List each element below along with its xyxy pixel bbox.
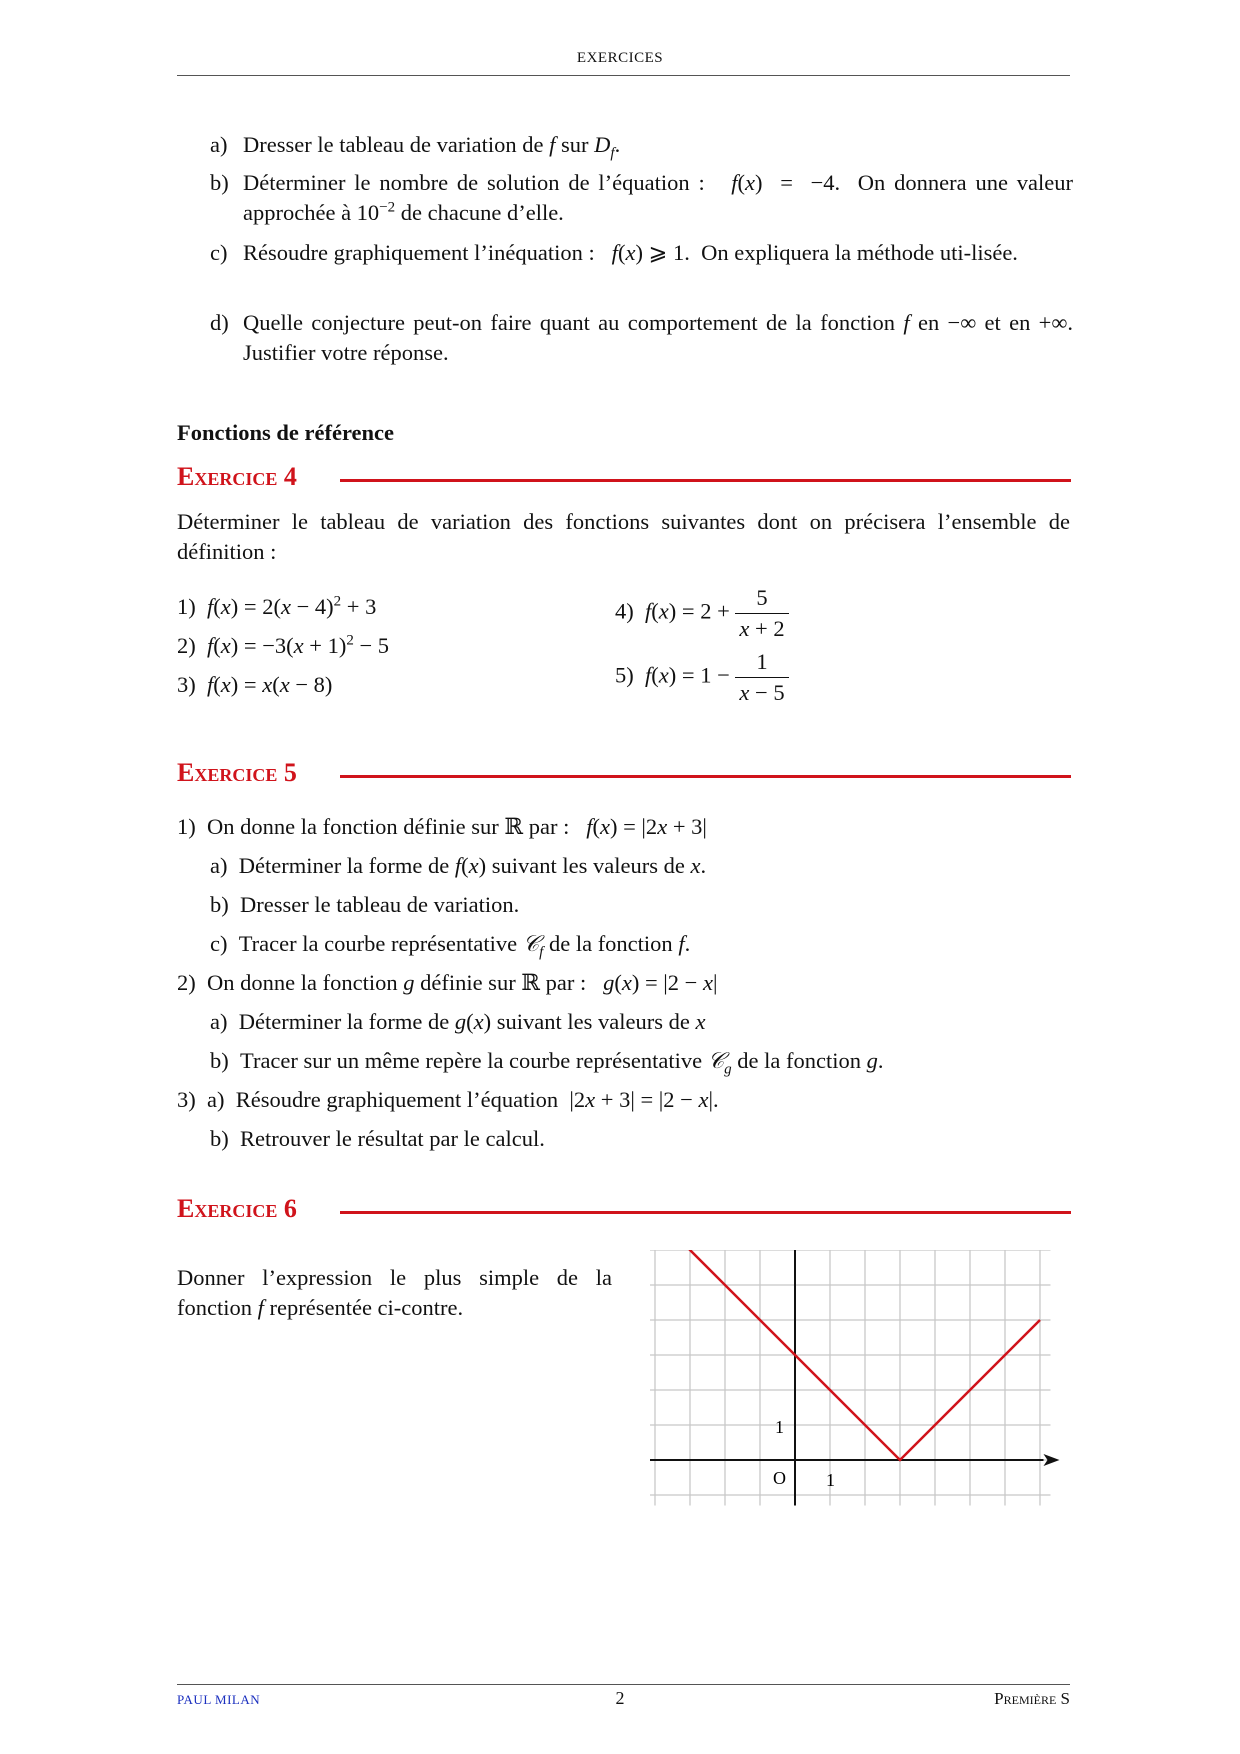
top-item-c-text: Résoudre graphiquement l’inéquation : f(x) ⩾ 1. On expliquera la méthode uti-lisée. [243, 240, 1018, 265]
exercise4-item-3-label: 3) [177, 672, 196, 697]
top-item-a-text: Dresser le tableau de variation de f sur $D_f$. [243, 132, 621, 162]
exercise5-item-1a-label: a) [210, 853, 228, 878]
exercise6-text: Donner l’expression le plus simple de la fonction f représentée ci-contre. [177, 1265, 612, 1320]
top-item-b-label: b) [210, 170, 229, 195]
exercise4-rule [340, 479, 1071, 482]
exercise5-item-1a: a) Déterminer la forme de f(x) suivant les valeurs de x. [210, 853, 707, 878]
exercise5-item-1b-label: b) [210, 892, 229, 917]
footer-page-number: 2 [615, 1688, 625, 1708]
graph-grid [650, 1250, 1051, 1506]
footer-class: Première S [994, 1689, 1070, 1708]
exercise5-item-3b-label: b) [210, 1126, 229, 1151]
exercise5-item-1b: b) Dresser le tableau de variation. [210, 892, 520, 917]
exercise4-item-4-label: 4) [615, 598, 634, 624]
exercise5-item-3-label: 3) [177, 1087, 196, 1112]
exercise6-graph [650, 1250, 1060, 1520]
exercise5-item-2b-label: b) [210, 1048, 229, 1073]
exercise4-intro: Déterminer le tableau de variation des fonctions suivantes dont on précisera l’ensemble de définition : [177, 509, 1070, 564]
exercise5-item-2a: a) Déterminer la forme de g(x) suivant les valeurs de x [210, 1009, 706, 1034]
exercise5-item-2a-label: a) [210, 1009, 228, 1034]
top-item-d-text: Quelle conjecture peut-on faire quant au comportement de la fonction f en −∞ et en +∞. Justifier votre réponse. [243, 310, 1073, 365]
top-item-a-label: a) [210, 132, 228, 157]
top-item-c-label: c) [210, 240, 228, 265]
x-unit-label: 1 [826, 1470, 835, 1490]
exercise5-item-2: 2) On donne la fonction g définie sur ℝ par : g(x) = |2 − x| [177, 970, 718, 995]
footer-author[interactable]: PAUL MILAN [177, 1692, 261, 1707]
exercise4-item-2-label: 2) [177, 633, 196, 658]
exercise4-title: Exercice 4 [177, 462, 297, 491]
exercise4-item-4: 4) f(x) = 2 + $\frac{5}{x + 2}$ [615, 583, 789, 644]
graph-axes [650, 1250, 1060, 1506]
exercise4-item-2: 2) $f(x) = -3(x + 1)^2 - 5$ [177, 632, 390, 658]
exercise5-item-1c: c) Tracer la courbe représentative 𝒞$_f$ de la fonction f. [210, 931, 691, 961]
footer-rule [177, 1684, 1070, 1685]
exercise5-item-1c-label: c) [210, 931, 228, 956]
exercise5-item-1: 1) On donne la fonction définie sur ℝ par : f(x) = |2x + 3| [177, 814, 707, 839]
exercise5-rule [340, 775, 1071, 778]
page-header-title: EXERCICES [576, 50, 664, 66]
exercise5-item-2-label: 2) [177, 970, 196, 995]
fraction-5-over-x-plus-2: $\frac{5}{x + 2}$ [735, 583, 788, 644]
header-rule [177, 75, 1070, 76]
exercise4-item-3: 3) f(x) = x(x − 8) [177, 672, 333, 697]
exercise5-item-1-label: 1) [177, 814, 196, 839]
exercise4-item-5: 5) f(x) = 1 − $\frac{1}{x - 5}$ [615, 647, 789, 708]
exercise5-item-2b: b) Tracer sur un même repère la courbe représentative 𝒞$_g$ de la fonction g. [210, 1048, 884, 1078]
exercise5-item-3: 3) a) Résoudre graphiquement l’équation |2x + 3| = |2 − x|. [177, 1087, 719, 1112]
y-unit-label: 1 [775, 1417, 784, 1437]
exercise4-item-1-label: 1) [177, 594, 196, 619]
top-item-b-text: Déterminer le nombre de solution de l’équation : f(x) = −4. On donnera une valeur approchée à $10^{-2}$ de chacune d’elle. [243, 170, 1073, 225]
fraction-1-over-x-minus-5: $\frac{1}{x - 5}$ [735, 647, 788, 708]
top-item-d-label: d) [210, 310, 229, 335]
exercise4-item-5-label: 5) [615, 662, 634, 688]
origin-label: O [773, 1468, 786, 1488]
section-title: Fonctions de référence [177, 420, 395, 445]
exercise6-title: Exercice 6 [177, 1194, 297, 1223]
exercise5-item-3b: b) Retrouver le résultat par le calcul. [210, 1126, 545, 1151]
exercise5-title: Exercice 5 [177, 758, 297, 787]
exercise6-rule [340, 1211, 1071, 1214]
exercise4-item-1: 1) $f(x) = 2(x - 4)^2 + 3$ [177, 593, 377, 619]
